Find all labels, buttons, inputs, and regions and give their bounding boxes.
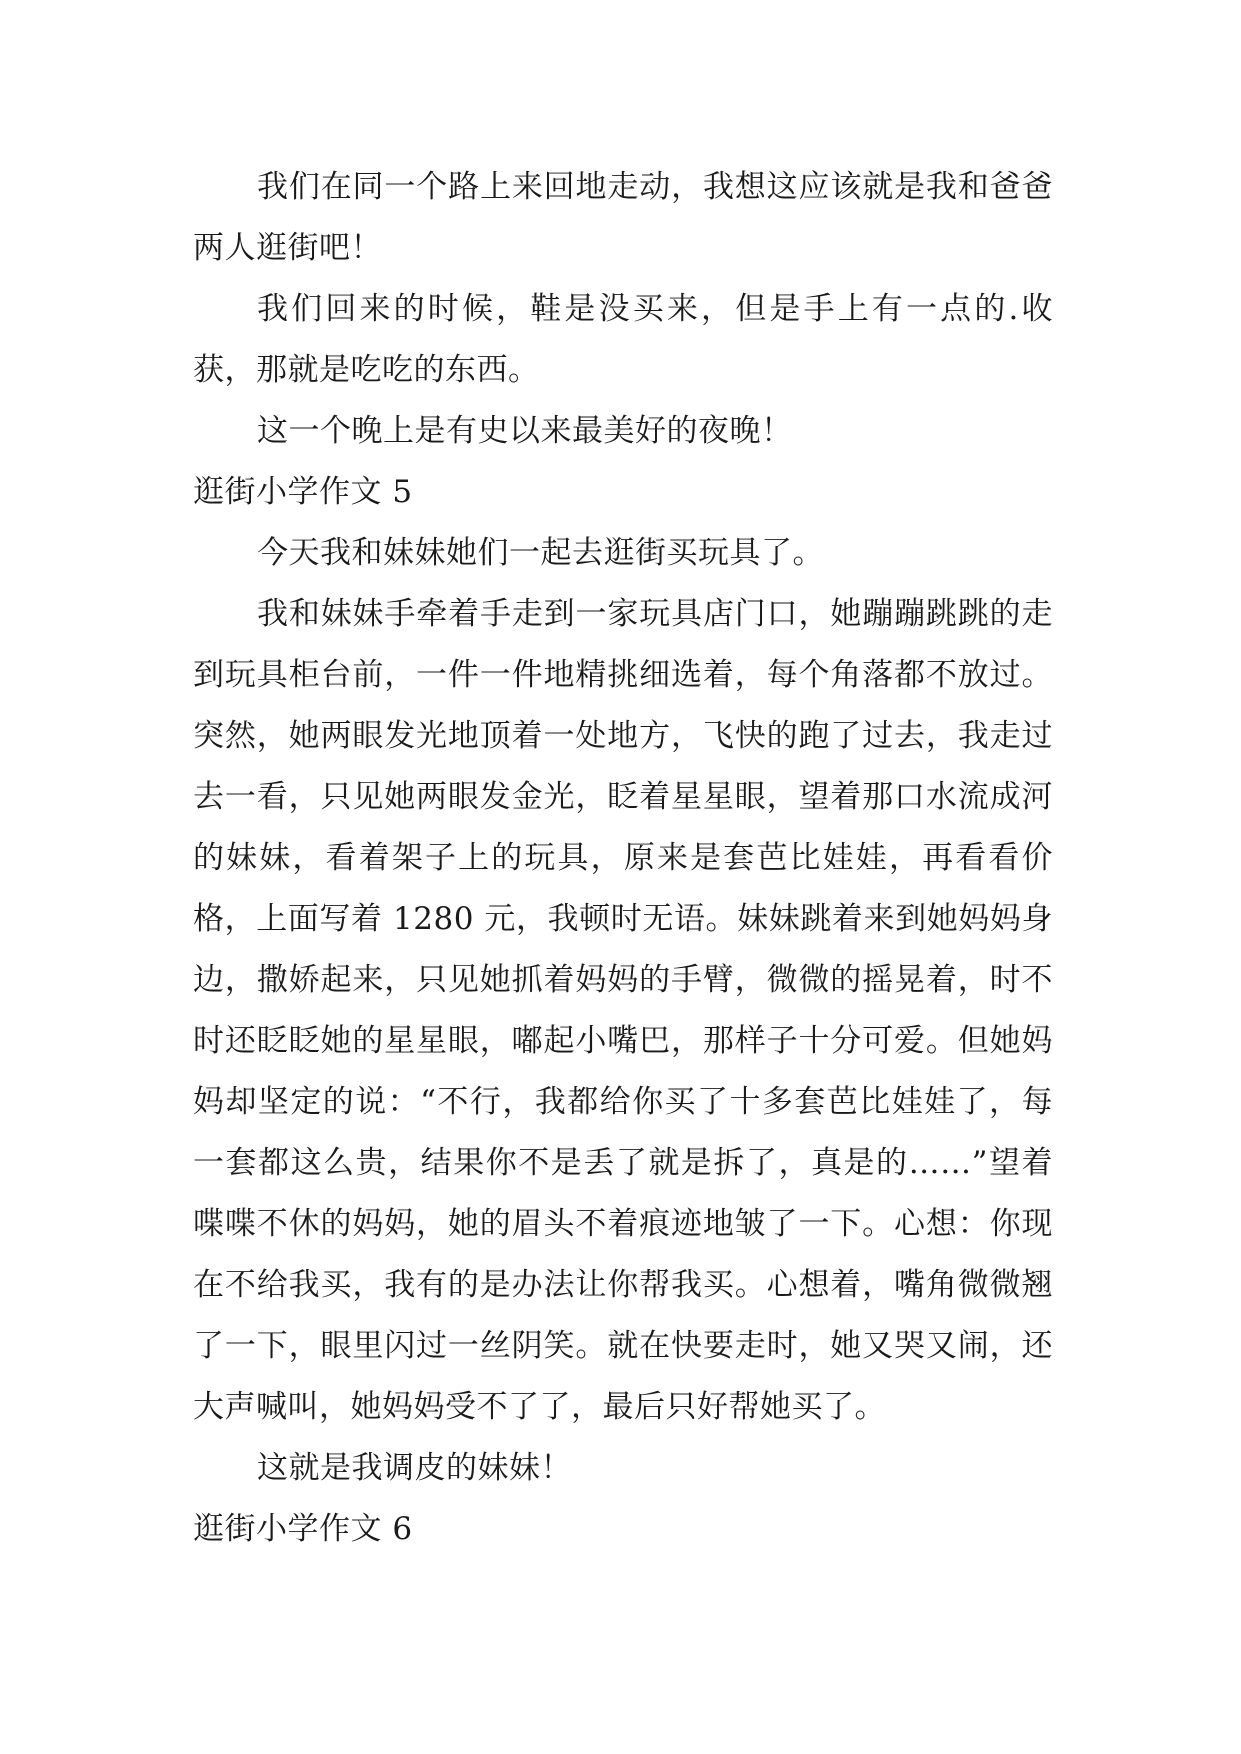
paragraph: 我们在同一个路上来回地走动，我想这应该就是我和爸爸两人逛街吧！ [193, 169, 1053, 266]
paragraph: 今天我和妹妹她们一起去逛街买玩具了。 [257, 535, 824, 571]
paragraph: 我和妹妹手牵着手走到一家玩具店门口，她蹦蹦跳跳的走到玩具柜台前，一件一件地精挑细选着，每个角落都不放过。突然，她两眼发光地顶着一处地方，飞快的跑了过去，我走过去一看，只见她两眼发金光，眨着星星眼，望着那口水流成河的妹妹，看着架子上的玩具，原来是套芭比娃娃，再看看价格，上面写着 1280 元，我顿时无语。妹妹跳着来到她妈妈身边，撒娇起来，只见她抓着妈妈的手臂，微微的摇晃着，时不时还眨眨她的星星眼，嘟起小嘴巴，那样子十分可爱。但她妈妈却坚定的说：“不行，我都给你买了十多套芭比娃娃了，每一套都这么贵，结果你不是丢了就是拆了，真是的……”望着喋喋不休的妈妈，她的眉头不着痕迹地皱了一下。心想：你现在不给我买，我有的是办法让你帮我买。心想着，嘴角微微翘了一下，眼里闪过一丝阴笑。就在快要走时，她又哭又闹，还大声喊叫，她妈妈受不了了，最后只好帮她买了。 [193, 596, 1053, 1425]
section-heading: 逛街小学作文 5 [193, 474, 413, 510]
document-body [193, 157, 1053, 1560]
paragraph: 我们回来的时候，鞋是没买来，但是手上有一点的.收获，那就是吃吃的东西。 [193, 291, 1053, 388]
section-heading: 逛街小学作文 6 [193, 1511, 413, 1547]
paragraph: 这一个晚上是有史以来最美好的夜晚！ [257, 413, 793, 449]
paragraph: 这就是我调皮的妹妹！ [257, 1450, 572, 1486]
